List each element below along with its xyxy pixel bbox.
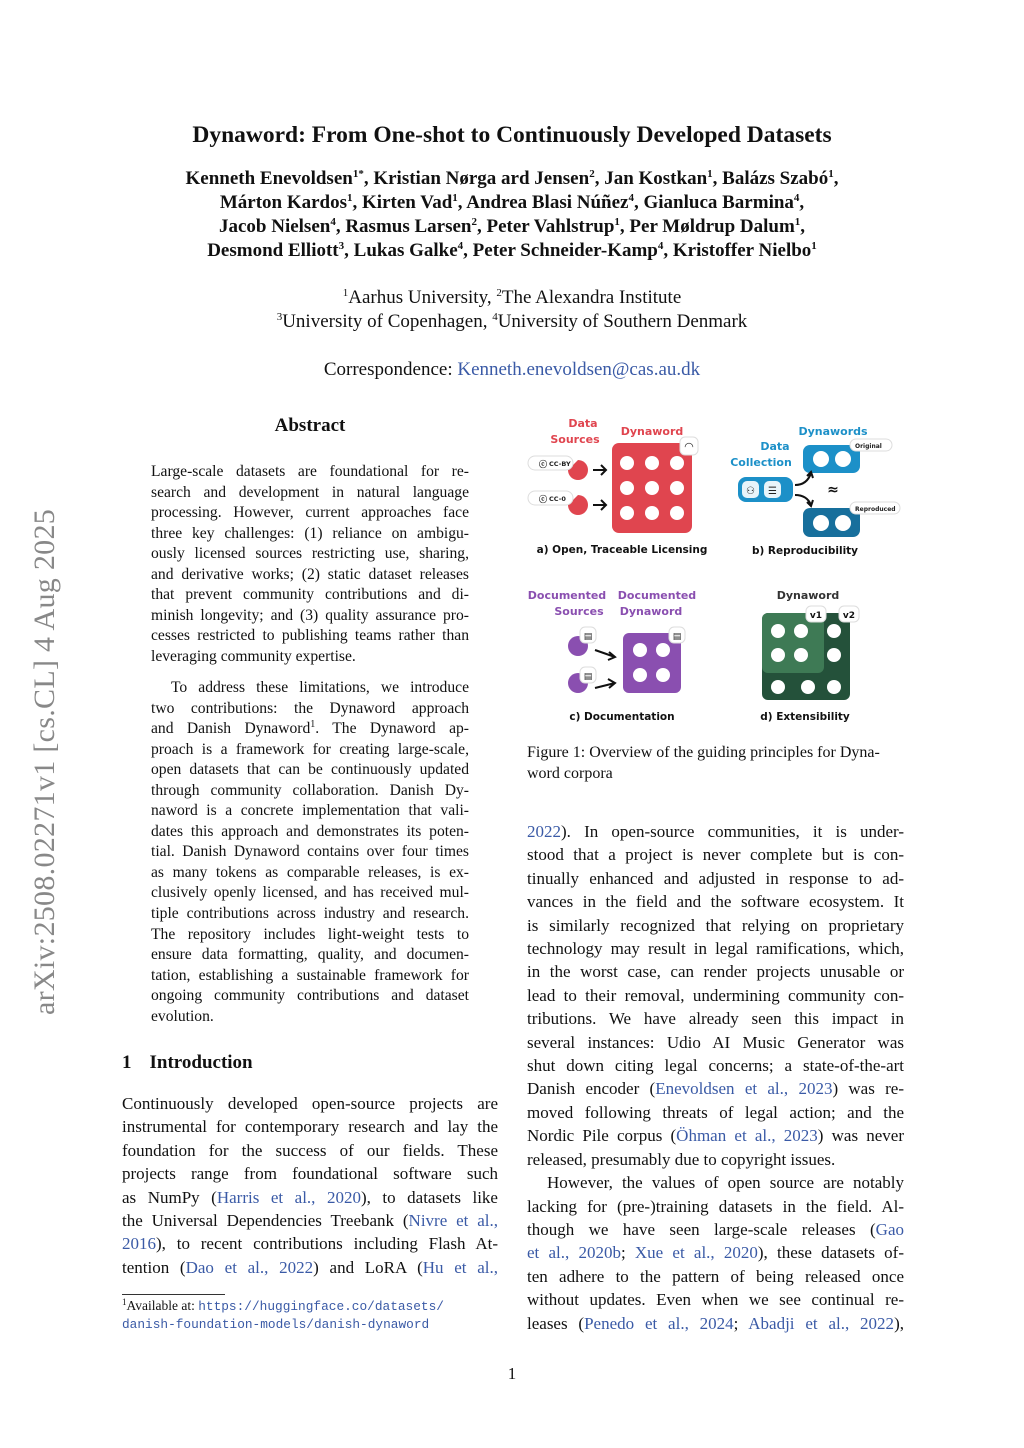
text-line: lacking for (pre-)training datasets in the field. Al-	[527, 1196, 904, 1216]
citation-link[interactable]: 2022	[527, 822, 561, 841]
text-line: processing. However, current approaches face	[151, 504, 469, 522]
text-line: cesses restricted to publishing teams rather than	[151, 627, 469, 645]
citation-link[interactable]: Nivre et al.,	[408, 1211, 498, 1231]
section-number: 1	[122, 1052, 132, 1073]
citation-link[interactable]: Enevoldsen et al., 2023	[655, 1079, 833, 1099]
panel-c-sources-label-2: Sources	[554, 605, 604, 618]
author-line: Kenneth Enevoldsen$^{1*}$, Kristian Nørga ard Jensen$^2$, Jan Kostkan$^1$, Balázs Szabó$^1$,	[185, 168, 839, 189]
cc-icon: ⓒ	[539, 495, 547, 504]
text-line: as many tokens as comparable releases, is ex-	[151, 863, 469, 881]
abstract-heading: Abstract	[274, 415, 346, 436]
affiliation-name: Aarhus University	[348, 287, 487, 308]
author-affiliation: 1*	[352, 168, 364, 180]
citation-link[interactable]: 2016	[122, 1234, 156, 1254]
text-line: Nordic Pile corpus (Öhman et al., 2023) was never	[527, 1126, 904, 1146]
author-name: Jacob Nielsen	[218, 216, 331, 237]
author-name: Desmond Elliott	[207, 240, 339, 261]
text-line: in the worst case, can render projects unusable or	[527, 962, 904, 982]
citation-link[interactable]: Dao et al., 2022	[185, 1257, 314, 1277]
author-name: Balázs Szabó	[722, 168, 829, 189]
text-line: However, the values of open source are notably	[547, 1173, 904, 1193]
text-line: vances in the field and the software ecosystem. It	[527, 892, 904, 912]
panel-a-caption: a) Open, Traceable Licensing	[536, 544, 708, 556]
intro-paragraph	[122, 1092, 498, 1279]
figure-caption: Figure 1: Overview of the guiding principles for Dyna- word corpora	[527, 744, 880, 782]
footnote: $^1$Available at: https://huggingface.co/datasets/ danish-foundation-models/danish-dynaword	[122, 1297, 444, 1332]
citation-link[interactable]: Harris et al., 2020	[216, 1187, 361, 1207]
footnote-url[interactable]: https://huggingface.co/datasets/	[198, 1299, 444, 1314]
cc-icon: ⓒ	[539, 460, 547, 469]
text-line: leveraging community expertise.	[151, 647, 356, 665]
text-line: that prevent community contributions and di-	[151, 586, 469, 604]
author-name: Márton Kardos	[219, 192, 348, 213]
author-name: Kirten Vad	[362, 192, 453, 213]
author-name: Rasmus Larsen	[345, 216, 472, 237]
author-name: Jan Kostkan	[604, 168, 708, 189]
text-line: Continuously developed open-source projects are	[122, 1094, 498, 1113]
author-affiliation: 1	[828, 168, 834, 180]
affiliation-line: $^1$Aarhus University, $^2$The Alexandra Institute	[342, 287, 682, 308]
right-column-text	[527, 820, 904, 1335]
text-line: instrumental for contemporary research and lay the	[122, 1117, 498, 1137]
citation-link[interactable]: Gao	[875, 1219, 904, 1239]
open-license-icon: ◠	[684, 440, 694, 453]
figure-1	[525, 410, 910, 730]
author-affiliation: 1	[794, 216, 801, 228]
panel-c-caption: c) Documentation	[569, 711, 675, 723]
text-line: tation, establishing a sustainable framework for	[151, 966, 469, 984]
text-line: ongoing community contributions and dataset	[151, 987, 469, 1005]
text-line: though we have seen large-scale releases (Gao	[527, 1219, 904, 1239]
author-affiliation: 4	[793, 192, 800, 204]
arrow-icon	[795, 472, 813, 506]
text-line: two contributions: the Dynaword approach	[151, 699, 469, 717]
author-affiliation: 1	[707, 168, 713, 180]
text-line: is similarly recognized that relying on proprietary	[527, 915, 904, 935]
section-heading	[122, 1052, 253, 1074]
text-line: tial. Danish Dynaword contains over four times	[151, 843, 469, 861]
text-line: the Universal Dependencies Treebank (Nivre et al.,	[122, 1211, 498, 1231]
author-line: Jacob Nielsen$^4$, Rasmus Larsen$^2$, Peter Vahlstrup$^1$, Per Møldrup Dalum$^1$,	[218, 216, 806, 237]
panel-a-sources-label-2: Sources	[550, 433, 600, 446]
text-line: 2016), to recent contributions including Flash At-	[122, 1234, 498, 1254]
text-line: and Danish Dynaword$^1$. The Dynaword ap-	[151, 719, 469, 738]
author-name: Kristoffer Nielbo	[672, 240, 812, 261]
text-line: through community collaboration. Danish Dy-	[151, 781, 469, 799]
abstract-paragraph-2	[151, 678, 469, 1027]
panel-d-caption: d) Extensibility	[760, 711, 850, 723]
text-line: without updates. Even when we see continual re-	[527, 1290, 904, 1310]
panel-d-title: Dynaword	[776, 589, 840, 602]
text-line: tributions. We have already seen this impact in	[527, 1009, 904, 1029]
author-name: Per Møldrup Dalum	[629, 216, 795, 237]
original-label: Original	[855, 443, 882, 450]
text-line: dates this approach and demonstrates its poten-	[151, 822, 469, 840]
approx-icon: ≈	[827, 482, 839, 498]
text-line: search and development in natural language	[151, 483, 469, 501]
text-line: three key challenges: (1) reliance on ambigu-	[151, 524, 469, 542]
footnote-url-cont[interactable]: danish-foundation-models/danish-dynaword	[122, 1317, 430, 1332]
dynaword-cells	[620, 456, 684, 520]
author-name: Lukas Galke	[353, 240, 458, 261]
text-line: et al., 2020b; Xue et al., 2020), these datasets of-	[527, 1243, 904, 1263]
citation-link[interactable]: Hu et al.,	[422, 1257, 498, 1277]
text-line: Danish encoder (Enevoldsen et al., 2023) was re-	[527, 1079, 905, 1099]
author-name: Peter Schneider-Kamp	[472, 240, 658, 261]
text-line: stood that a project is never complete but is con-	[527, 845, 904, 865]
author-affiliation: 4	[628, 192, 634, 204]
panel-a-dynaword-label: Dynaword	[620, 425, 684, 438]
text-line: To address these limitations, we introduce	[171, 679, 469, 696]
correspondence-label: Correspondence:	[323, 359, 458, 380]
author-name: Kristian Nørga ard Jensen	[373, 168, 590, 189]
document-icon: ▤	[583, 632, 593, 642]
citation-link[interactable]: Penedo et al., 2024	[584, 1313, 734, 1333]
arrow-icon	[593, 465, 606, 510]
panel-d	[760, 589, 859, 723]
author-line: Desmond Elliott$^3$, Lukas Galke$^4$, Peter Schneider-Kamp$^4$, Kristoffer Nielbo$^1$	[207, 240, 817, 261]
page-number: 1	[507, 1364, 517, 1383]
text-line: several instances: Udio AI Music Generator was	[527, 1032, 904, 1052]
arxiv-stamp: arXiv:2508.02271v1 [cs.CL] 4 Aug 2025	[28, 508, 61, 1015]
panel-c-dynaword-label: Documented	[617, 589, 697, 602]
document-icon: ▤	[672, 632, 682, 642]
author-affiliation: 4	[657, 240, 664, 252]
text-line: minish longevity; and (3) quality assurance pro-	[151, 606, 469, 624]
author-name: Peter Vahlstrup	[486, 216, 615, 237]
license-cc-by: CC-BY	[549, 460, 571, 468]
text-line: tiple contributions across industry and research.	[151, 905, 469, 923]
panel-c-sources-label: Documented	[527, 589, 607, 602]
text-line: leases (Penedo et al., 2024; Abadji et al., 2022),	[527, 1313, 904, 1333]
affiliation-line: $^3$University of Copenhagen, $^4$University of Southern Denmark	[276, 311, 748, 332]
database-icon: ☰	[768, 486, 777, 497]
text-line: clusively openly licensed, and has received mul-	[151, 884, 469, 902]
author-line: Márton Kardos$^1$, Kirten Vad$^1$, Andrea Blasi Núñez$^4$, Gianluca Barmina$^4$,	[219, 192, 805, 213]
text-line: naword is a concrete implementation that vali-	[151, 802, 469, 820]
author-affiliation: 2	[471, 216, 477, 228]
version-v2-badge: v2	[842, 611, 856, 621]
footnote-marker[interactable]: 1	[310, 719, 316, 731]
panel-a	[528, 417, 707, 556]
panel-c	[528, 589, 696, 723]
text-line: open datasets that can be continuously updated	[151, 761, 469, 779]
text-line: technology may result in legal ramifications, which,	[527, 939, 904, 959]
text-line: and derivative works; (2) static dataset releases	[151, 565, 469, 583]
email-link[interactable]: Kenneth.enevoldsen@cas.au.dk	[457, 359, 701, 380]
text-line: evolution.	[151, 1007, 214, 1025]
correspondence	[0, 358, 1024, 382]
citation-link[interactable]: Xue et al., 2020	[634, 1243, 758, 1263]
text-line: Large-scale datasets are foundational for re-	[151, 463, 469, 480]
python-icon: ⚇	[746, 486, 755, 497]
text-line: lead to their removal, undermining community con-	[527, 985, 904, 1005]
footnote-rule	[122, 1294, 225, 1295]
author-affiliation: 1	[614, 216, 620, 228]
author-affiliation: 1	[452, 192, 458, 204]
citation-link[interactable]: et al., 2020b	[527, 1243, 621, 1263]
abstract-paragraph-1	[151, 462, 469, 667]
reproduced-label: Reproduced	[855, 506, 896, 513]
section-title: Introduction	[149, 1052, 253, 1073]
author-affiliation: 3	[338, 240, 345, 252]
text-line: 2022). In open-source communities, it is under-	[527, 822, 904, 841]
text-line: ously licensed sources restricting use, sharing,	[151, 545, 469, 563]
license-cc-0: CC-0	[549, 495, 566, 503]
text-line: shut down citing legal concerns; a state-of-the-art	[527, 1056, 904, 1076]
text-line: ensure data formatting, quality, and documen-	[151, 946, 469, 964]
panel-b-collection-label: Data	[760, 440, 790, 453]
citation-link[interactable]: Öhman et al., 2023	[676, 1126, 818, 1146]
text-line: The repository includes light-weight tests to	[151, 925, 469, 943]
text-line: tinually enhanced and adjusted in response to ad-	[527, 868, 904, 888]
author-name: Kenneth Enevoldsen	[185, 168, 353, 189]
affiliation-name: University of Southern Denmark	[497, 311, 748, 332]
text-line: released, presumably due to copyright issues.	[527, 1149, 836, 1169]
panel-b	[730, 425, 900, 557]
paper-title: Dynaword: From One-shot to Continuously Developed Datasets	[192, 122, 832, 148]
author-affiliation: 4	[457, 240, 464, 252]
document-icon: ▤	[583, 672, 593, 682]
panel-a-sources-label: Data	[568, 417, 598, 430]
text-line: foundation for the success of our fields. These	[122, 1140, 498, 1160]
author-affiliation: 4	[330, 216, 336, 228]
panel-b-title: Dynawords	[798, 425, 868, 438]
author-name: Andrea Blasi Núñez	[466, 192, 629, 213]
author-affiliation: 2	[589, 168, 595, 180]
arrow-icon	[595, 650, 615, 688]
panel-c-dynaword-label-2: Dynaword	[619, 605, 683, 618]
panel-b-collection-label-2: Collection	[730, 456, 792, 469]
author-list	[0, 167, 1024, 263]
citation-link[interactable]: Abadji et al., 2022	[748, 1313, 895, 1333]
affiliations	[0, 286, 1024, 334]
text-line: as NumPy (Harris et al., 2020), to datasets like	[122, 1187, 498, 1207]
text-line: proach is a framework for creating large-scale,	[151, 740, 469, 758]
version-v1-badge: v1	[809, 611, 823, 621]
text-line: tention (Dao et al., 2022) and LoRA (Hu et al.,	[122, 1257, 498, 1277]
author-affiliation: 1	[811, 240, 817, 252]
author-name: Gianluca Barmina	[643, 192, 794, 213]
affiliation-name: The Alexandra Institute	[501, 287, 682, 308]
author-affiliation: 1	[347, 192, 353, 204]
affiliation-name: University of Copenhagen	[282, 311, 483, 332]
panel-b-caption: b) Reproducibility	[751, 545, 859, 557]
text-line: moved following threats of legal action; and the	[527, 1102, 904, 1122]
text-line: projects range from foundational software such	[122, 1164, 498, 1184]
text-line: ten adhere to the pattern of being released once	[527, 1266, 904, 1286]
